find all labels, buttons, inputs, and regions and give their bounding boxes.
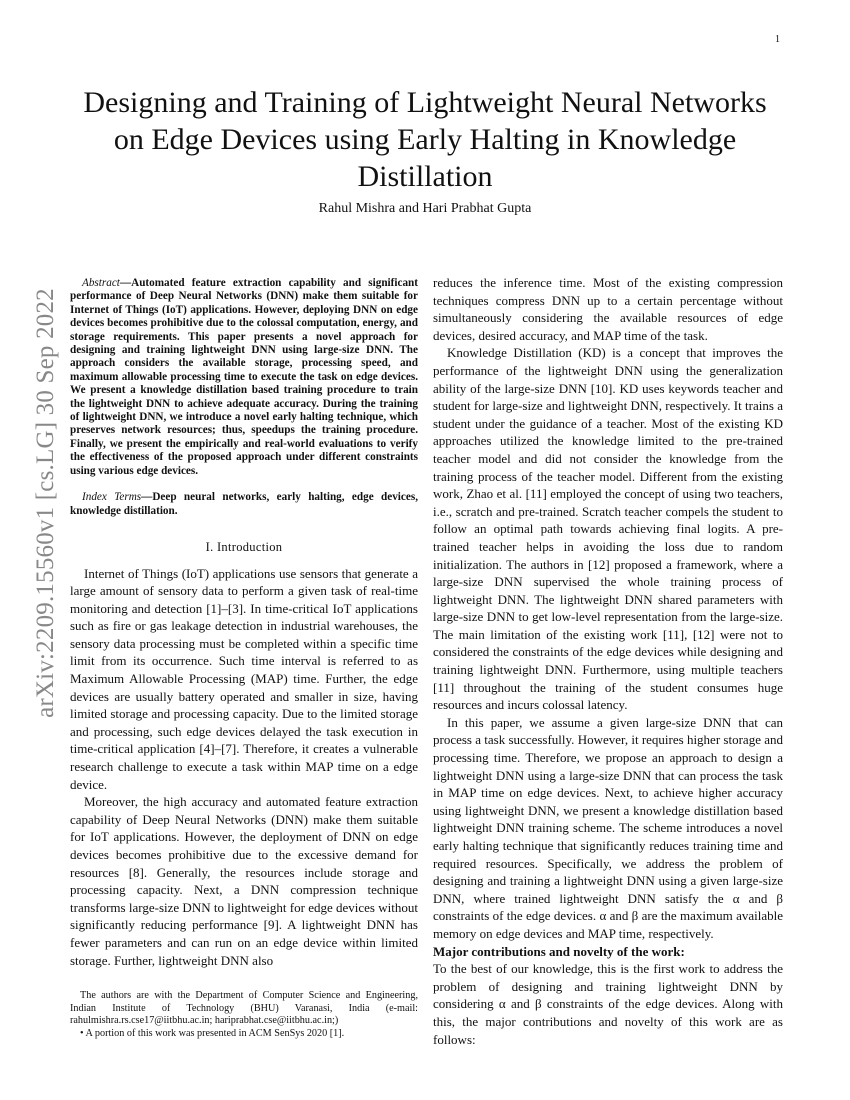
index-terms [70, 491, 418, 518]
paper-title: Designing and Training of Lightweight Neural Networks on Edge Devices using Early Halting in Knowledge Distillation [83, 86, 767, 193]
abstract-label: Abstract [82, 277, 120, 289]
arxiv-identifier[interactable] [32, 268, 59, 738]
footnote-affiliation: The authors are with the Department of Computer Science and Engineering, Indian Institute of Technology (BHU) Varanasi, India (e-mail: rahulmishra.rs.cse17@iitbhu.ac.in; hariprabhat.cse@iitbhu.ac.in;) [70, 990, 418, 1027]
introduction-body-right [433, 274, 783, 1048]
right-column [433, 274, 783, 1048]
abstract [70, 277, 418, 478]
footnotes [70, 990, 418, 1040]
paragraph: reduces the inference time. Most of the existing compression techniques compress DNN up to a certain percentage without simultaneously considering the available resources of edge devices, desired accuracy, and MAP time of the task. [433, 275, 783, 343]
introduction-body-left [70, 565, 418, 970]
paragraph: Knowledge Distillation (KD) is a concept that improves the performance of the lightweight DNN using the generalization ability of the large-size DNN [10]. KD uses keywords teacher and student for large-size and lightweight DNN, respectively. It trains a student under the guidance of a teacher. Most of the existing KD approaches utilized the knowledge limited to the pre-trained teacher model and did not consider the knowledge from the training process of the teacher model. Different from the existing work, Zhao et al. [11] employed the concept of using two teachers, i.e., scratch and pre-trained. Scratch teacher compels the student to follow an optimal path towards achieving final logits. A pre-trained teacher helps in avoiding the loss due to random initialization. The authors in [12] proposed a framework, where a large-size DNN supervised the whole training process of lightweight DNN. The lightweight DNN shared parameters with large-size DNN to get low-level representation from the large-size. The main limitation of the existing work [11], [12] were not to considered the constraints of the edge devices while designing and training lightweight DNN. Furthermore, using multiple teachers [11] throughout the training of the student consumes huge resources and incurs colossal latency. [433, 345, 783, 713]
paragraph: In this paper, we assume a given large-size DNN that can process a task successfully. However, it requires higher storage and processing time. Therefore, we propose an approach to design a lightweight DNN using a large-size DNN that can process the task in MAP time on edge devices. Next, to achieve higher accuracy using lightweight DNN, we present a knowledge distillation based lightweight DNN training scheme. The scheme introduces a novel early halting technique that significantly reduces training time and required resources. Specifically, we address the problem of designing and training a lightweight DNN using a given large-size DNN, where trained lightweight DNN satisfy the α and β constraints of the edge devices. α and β are the maximum available memory on edge devices and MAP time, respectively. [433, 714, 783, 941]
left-column [70, 274, 418, 969]
contributions-heading: Major contributions and novelty of the work: [433, 943, 685, 959]
page-number: 1 [775, 34, 780, 45]
paragraph: Internet of Things (IoT) applications use sensors that generate a large amount of sensory data to perform a given task of real-time monitoring and detection [1]–[3]. In time-critical IoT applications such as fire or gas leakage detection in industrial warehouses, the sensory data processing must be completed within a specific time limit from its occurrence. Such time interval is referred to as Maximum Allowable Processing (MAP) time. Further, the edge devices are usually battery operated and smaller in size, having limited storage and processing capacity. Due to the limited storage and processing, such edge devices delayed the task execution in time-critical application [4]–[7]. Therefore, it creates a vulnerable research challenge to execute a task within MAP time on a edge device. [70, 565, 418, 792]
index-terms-text: —Deep neural networks, early halting, edge devices, knowledge distillation. [70, 491, 418, 517]
contributions-paragraph: To the best of our knowledge, this is the first work to address the problem of designing and training lightweight DNN by considering α and β constraints of the edge devices. Along with this, the major contributions and novelty of this work are as follows: [433, 961, 783, 1047]
arxiv-identifier-text: arXiv:2209.15560v1 [cs.LG] 30 Sep 2022 [32, 288, 59, 718]
footnote-prior-publication: • A portion of this work was presented in ACM SenSys 2020 [1]. [80, 1027, 345, 1039]
author-list: Rahul Mishra and Hari Prabhat Gupta [318, 201, 532, 216]
abstract-text: —Automated feature extraction capability and significant performance of Deep Neural Networks (DNN) make them suitable for Internet of Things (IoT) applications. However, deploying DNN on edge devices becomes prohibitive due to the colossal computation, energy, and storage requirements. This paper presents a novel approach for designing and training lightweight DNN using large-size DNN. The approach considers the available storage, processing speed, and maximum allowable processing time to execute the task on edge devices. We present a knowledge distillation based training procedure to train the lightweight DNN to achieve adequate accuracy. During the training of lightweight DNN, we introduce a novel early halting technique, which preserves network resources; thus, speedups the training procedure. Finally, we present the empirically and real-world evaluations to verify the effectiveness of the proposed approach under different constraints using various edge devices. [70, 277, 418, 477]
paragraph: Moreover, the high accuracy and automated feature extraction capability of Deep Neural Networks (DNN) make them suitable for IoT applications. However, the deployment of DNN on edge devices becomes prohibitive due to the excessive demand for resources [8]. Generally, the resources include storage and processing capacity. Next, a DNN compression technique transforms large-size DNN to lightweight for edge devices without significantly reducing performance [9]. A lightweight DNN has fewer parameters and can run on an edge device within limited storage. Further, lightweight DNN also [70, 794, 418, 968]
index-terms-label: Index Terms [82, 491, 142, 504]
section-heading-introduction: I. Introduction [205, 539, 283, 554]
